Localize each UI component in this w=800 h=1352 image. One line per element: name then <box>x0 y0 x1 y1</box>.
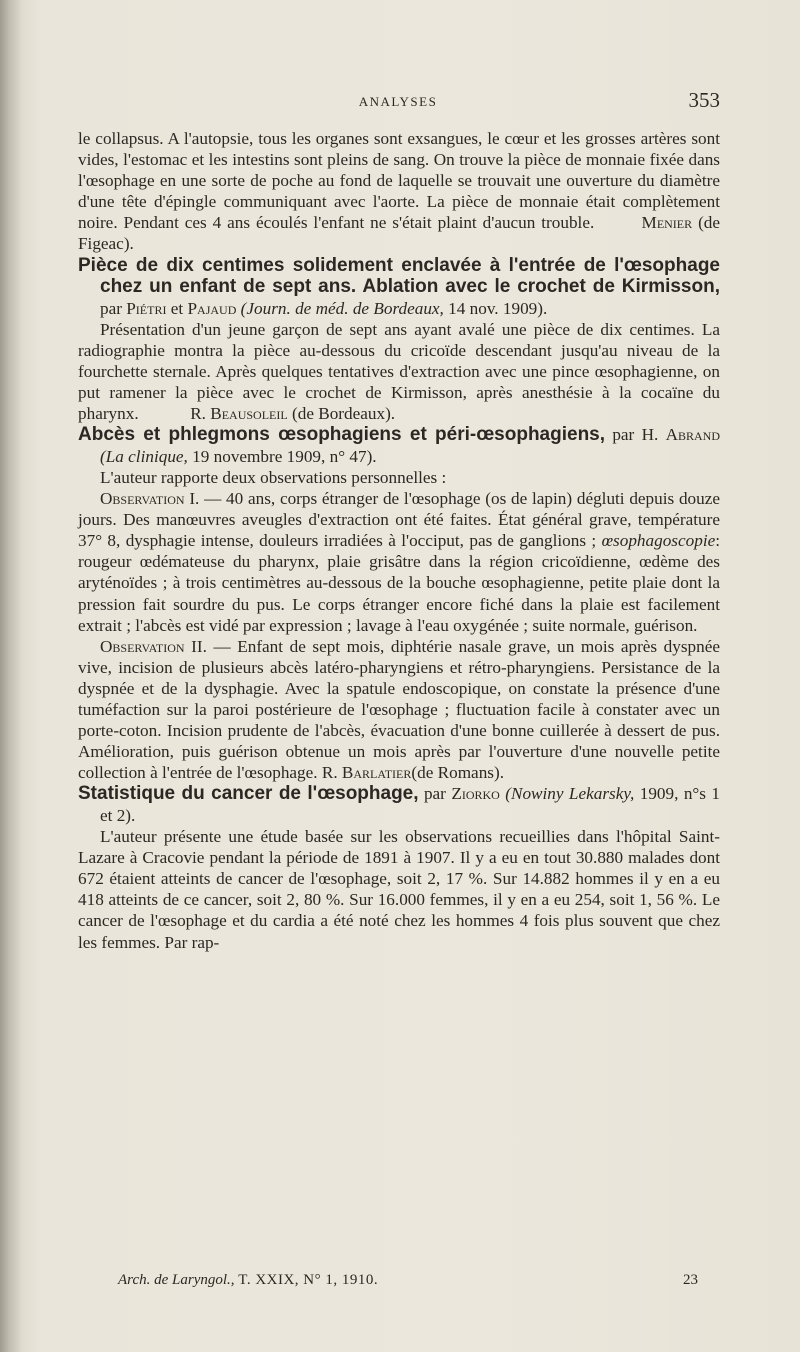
paragraph-presentation <box>78 319 720 424</box>
signature-author: Barlatier <box>341 763 412 783</box>
source-journal: (La clinique, <box>100 446 188 466</box>
paragraph-text: — 40 ans, corps étranger de l'œsophage (os de lapin) dégluti depuis douze jours. Des manœuvres aveugles d'extraction ont été faites. État général grave, température 37° 8, dysphagie intense, douleurs irradiées à l'occiput, pas de ganglions ; <box>78 489 720 551</box>
page-number: 353 <box>688 88 720 112</box>
signature-place: (de Figeac). <box>78 213 721 254</box>
footer-volume: T. XXIX, N° 1, 1910. <box>238 1272 379 1288</box>
source-date: 19 novembre 1909, n° 47). <box>192 446 377 466</box>
source-date: 14 nov. 1909). <box>448 298 548 318</box>
par-word: par <box>100 298 122 318</box>
author-name: Ziorko <box>451 784 500 804</box>
author-name: Pajaud <box>187 298 237 318</box>
signature-place: (de Romans). <box>411 763 504 783</box>
signature-author: Menier <box>641 213 693 233</box>
paragraph-autopsy <box>78 128 720 255</box>
article-heading-abces <box>78 424 720 467</box>
article-heading-piece <box>78 255 720 319</box>
paragraph-observation-1 <box>78 488 720 636</box>
italic-term: œsophagoscopie <box>601 531 716 551</box>
paragraph-statistics: L'auteur présente une étude basée sur les observations recueillies dans l'hôpital Saint-Lazare à Cracovie pendant la période de 1891 à 1907. Il y a eu en tout 30.880 malades dont 672 étaient atteints de cancer de l'œsophage, soit 2, 17 %. Sur 14.882 hommes il y en a eu 418 atteints de ce cancer, soit 2, 80 %. Sur 16.000 femmes, il y en a eu 254, soit 1, 56 %. Le cancer de l'œsophage et du cardia a été noté chez les hommes 4 fois plus souvent que chez les femmes. Par rap- <box>78 827 720 952</box>
observation-label: Observation I. <box>100 489 200 509</box>
paragraph-text: Présentation d'un jeune garçon de sept ans ayant avalé une pièce de dix centimes. La radiographie montra la pièce au-dessous du cricoïde descendant jusqu'au niveau de la fourchette sternale. Après quelques tentatives d'extraction avec une pince œsophagienne, on put ramener la pièce avec le crochet de Kirmisson, après anesthésie à la cocaïne du pharynx. <box>78 319 720 424</box>
page-gutter-shadow <box>0 0 22 1352</box>
par-word: par <box>423 784 446 804</box>
page-header <box>78 88 718 116</box>
signature-place: (de Bordeaux). <box>292 404 396 424</box>
paragraph-text: : rougeur œdémateuse du pharynx, plaie grisâtre dans la région cricoïdienne, œdème des aryténoïdes ; à trois centimètres au-dessous de la bouche œsophagienne, petite plaie dont la pression fait sourdre du pus. Le corps étranger encore fiché dans la plaie est facilement extrait ; l'abcès est vidé par expression ; lavage à l'eau oxygénée ; suite normale, guérison. <box>78 531 720 635</box>
author-name: Abrand <box>665 425 720 445</box>
observation-label: Observation II. <box>100 636 207 656</box>
and-word: et <box>170 298 184 318</box>
footer-journal-title: Arch. de Laryngol., <box>118 1272 235 1288</box>
page-footer <box>118 1272 698 1294</box>
article-title: Statistique du cancer de l'œsophage, <box>78 783 419 805</box>
body-text <box>78 128 720 953</box>
article-title: Pièce de dix centimes solidement enclavée à l'entrée de l'œsophage chez un enfant de sept ans. Ablation avec le crochet de Kirmisson, <box>78 254 720 298</box>
source-journal: (Nowiny Lekarsky, <box>505 784 635 804</box>
article-heading-statistique <box>78 783 720 826</box>
sheet-number: 23 <box>683 1272 698 1288</box>
article-title: Abcès et phlegmons œsophagiens et péri-œsophagiens, <box>78 424 606 446</box>
running-head: ANALYSES <box>358 94 438 109</box>
signature-initial: R. <box>190 404 206 424</box>
author-name: Piétri <box>126 298 167 318</box>
paragraph-observation-2 <box>78 636 720 784</box>
source-journal: (Journ. de méd. de Bordeaux, <box>240 298 444 318</box>
paragraph-intro: L'auteur rapporte deux observations personnelles : <box>100 468 447 487</box>
footer-journal <box>118 1272 378 1289</box>
par-word: par H. <box>612 425 659 445</box>
signature-initial: R. <box>321 763 338 783</box>
signature-author: Beausoleil <box>210 404 288 424</box>
paragraph-text: — Enfant de sept mois, diphtérie nasale grave, un mois après dyspnée vive, incision de plusieurs abcès latéro-pharyngiens et rétro-pharyngiens. Persistance de la dyspnée et de la dysphagie. Avec la spatule endoscopique, on constate la présence d'une tuméfaction sur la paroi postérieure de l'œsophage ; fluctuation facile à constater avec un porte-coton. Incision prudente de l'abcès, évacuation d'une bonne cuillerée à dessert de pus. Amélioration, puis guérison obtenue un mois après par l'ouverture d'une nouvelle petite collection à l'entrée de l'œsophage. <box>78 636 720 783</box>
source-date: 1909, n°s 1 et 2). <box>100 784 720 825</box>
paragraph-text: le collapsus. A l'autopsie, tous les organes sont exsangues, le cœur et les grosses artères sont vides, l'estomac et les intestins sont pleins de sang. On trouve la pièce de monnaie fixée dans l'œsophage en une sorte de poche au fond de laquelle se trouvait une ouverture du diamètre d'une tête d'épingle communiquant avec l'aorte. La pièce de monnaie était complètement noire. Pendant ces 4 ans écoulés l'enfant ne s'était plaint d'aucun trouble. <box>78 129 720 233</box>
